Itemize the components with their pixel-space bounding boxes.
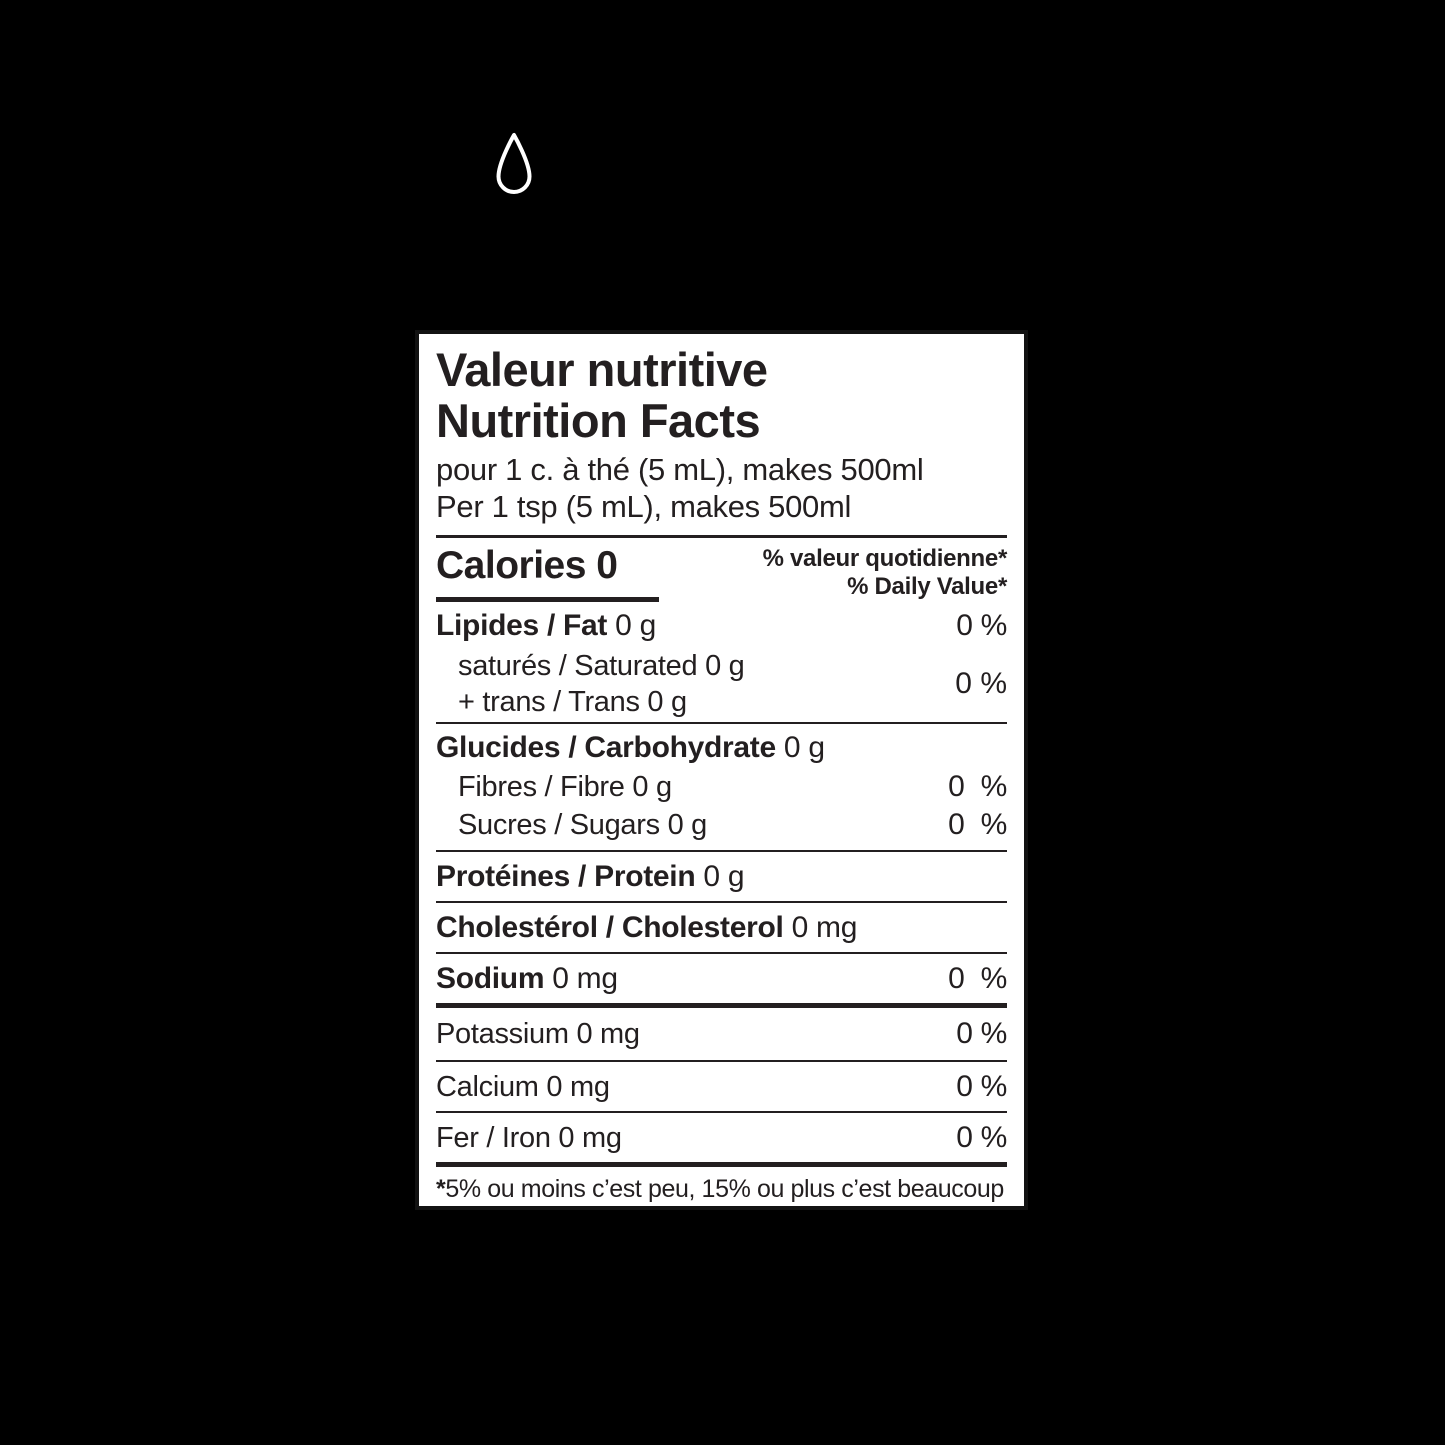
footnote-asterisk: * bbox=[436, 1175, 446, 1203]
serving-size-en: Per 1 tsp (5 mL), makes 500ml bbox=[436, 489, 852, 524]
row-saturated-trans bbox=[436, 648, 1007, 722]
row-calcium bbox=[436, 1062, 1007, 1111]
row-sugars-label: Sucres / Sugars 0 g bbox=[458, 809, 708, 841]
row-potassium-dv: 0 % bbox=[956, 1017, 1007, 1050]
row-iron bbox=[436, 1113, 1007, 1162]
row-sugars-dv: 0 % bbox=[948, 808, 1007, 841]
row-sodium bbox=[436, 954, 1007, 1003]
row-potassium bbox=[436, 1008, 1007, 1060]
row-protein-label: Protéines / Protein 0 g bbox=[436, 860, 745, 893]
daily-value-header-fr: % valeur quotidienne* bbox=[762, 545, 1007, 572]
footnote bbox=[436, 1167, 1007, 1204]
row-calcium-dv: 0 % bbox=[956, 1070, 1007, 1103]
row-calcium-label: Calcium 0 mg bbox=[436, 1071, 610, 1103]
row-trans-label: + trans / Trans 0 g bbox=[458, 686, 687, 718]
calories-value: Calories 0 bbox=[436, 541, 659, 602]
label-title-en: Nutrition Facts bbox=[436, 394, 761, 447]
row-carbohydrate bbox=[436, 724, 1007, 768]
daily-value-header-en: % Daily Value* bbox=[847, 573, 1007, 600]
row-cholesterol-label: Cholestérol / Cholesterol 0 mg bbox=[436, 911, 858, 944]
row-sugars bbox=[436, 806, 1007, 850]
daily-value-header bbox=[763, 541, 1007, 601]
row-fibre-label: Fibres / Fibre 0 g bbox=[458, 771, 672, 803]
row-sodium-dv: 0 % bbox=[948, 962, 1007, 995]
row-saturated-trans-dv: 0 % bbox=[955, 667, 1007, 700]
row-iron-label: Fer / Iron 0 mg bbox=[436, 1122, 622, 1154]
row-fibre bbox=[436, 768, 1007, 806]
label-title bbox=[436, 344, 1007, 446]
label-title-fr: Valeur nutritive bbox=[436, 343, 768, 396]
calories-row bbox=[436, 538, 1007, 602]
row-cholesterol bbox=[436, 903, 1007, 952]
footnote-text: 5% ou moins c’est peu, 15% ou plus c’est beaucoup bbox=[445, 1175, 1004, 1203]
row-saturated-label: saturés / Saturated 0 g bbox=[458, 650, 745, 682]
nutrition-facts-label bbox=[415, 330, 1028, 1210]
row-fat-label: Lipides / Fat 0 g bbox=[436, 609, 656, 642]
row-saturated-trans-labels bbox=[436, 648, 745, 720]
row-potassium-label: Potassium 0 mg bbox=[436, 1018, 640, 1050]
row-fat bbox=[436, 602, 1007, 648]
serving-size bbox=[436, 451, 1007, 525]
row-sodium-label: Sodium 0 mg bbox=[436, 962, 618, 995]
water-drop-icon bbox=[495, 132, 533, 196]
serving-size-fr: pour 1 c. à thé (5 mL), makes 500ml bbox=[436, 452, 924, 487]
row-fibre-dv: 0 % bbox=[948, 770, 1007, 803]
row-protein bbox=[436, 852, 1007, 901]
row-fat-dv: 0 % bbox=[956, 609, 1007, 642]
row-carbohydrate-label: Glucides / Carbohydrate 0 g bbox=[436, 731, 825, 764]
row-iron-dv: 0 % bbox=[956, 1121, 1007, 1154]
